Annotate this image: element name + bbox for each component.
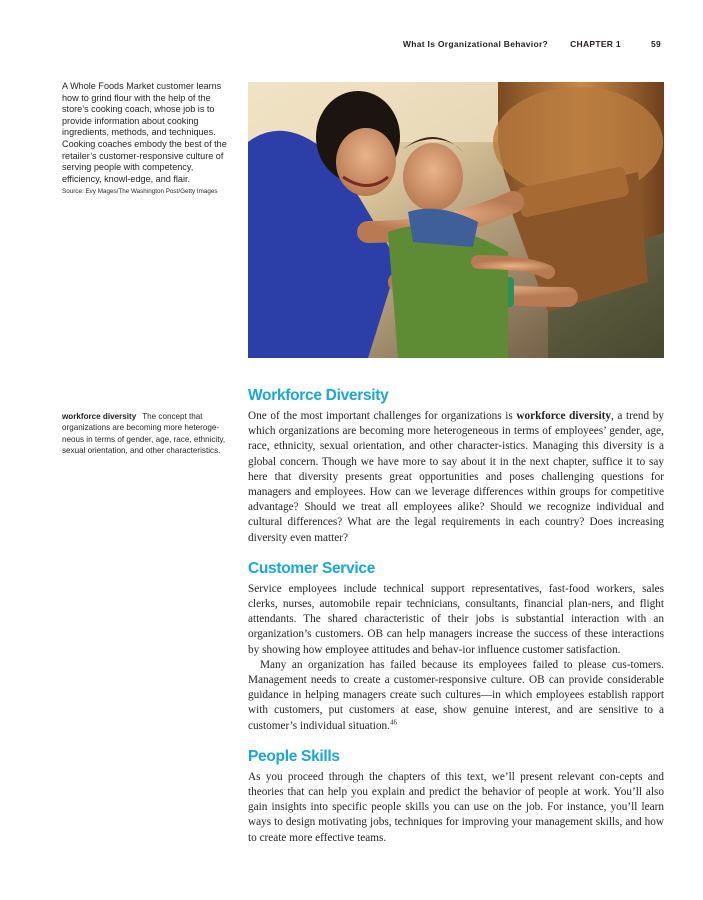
key-term: workforce diversity: [516, 410, 612, 422]
running-header: [403, 39, 661, 49]
heading-people-skills: People Skills: [248, 747, 340, 765]
page-number: 59: [650, 39, 661, 49]
paragraph-people-skills: As you proceed through the chapters of this text, we’ll present relevant con-cepts and theories that can help you explain and predict the behavior of people at work. You’ll also gain insights into specific people skills you can use on the job. For instance, you’ll learn ways to design motivating jobs, techniques for improving your management skills, and how to create more effective teams.: [248, 770, 664, 844]
section-customer-service: [248, 560, 664, 734]
paragraph-workforce-diversity: [248, 409, 664, 546]
caption-source: Source: Evy Mages/The Washington Post/Getty Images: [62, 188, 218, 196]
main-content: [248, 387, 664, 860]
section-workforce-diversity: [248, 387, 664, 546]
paragraph-customer-service-2: [248, 658, 664, 734]
photo-cooking-coach: [248, 82, 664, 358]
paragraph-customer-service-1: Service employees include technical support representatives, fast-food workers, sales clerks, nurses, automobile repair technicians, consultants, financial plan-ners, and flight attendants. The shared characteristic of their jobs is substantial interaction with an organization’s customers. OB can help managers increase the success of these interactions by showing how employee attitudes and behav-ior influence customer satisfaction.: [248, 582, 664, 656]
running-header-title: What Is Organizational Behavior?: [402, 39, 549, 49]
caption-text: A Whole Foods Market customer learns how to grind flour with the help of the store’s cooking coach, whose job is to provide information about cooking ingredients, methods, and techniques. Cooking coaches embody the best of the retailer’s customer-responsive culture of serving people with competency, efficiency, knowl-edge, and flair.: [62, 81, 227, 184]
footnote-marker: 46: [389, 717, 397, 726]
chapter-label: CHAPTER 1: [570, 39, 621, 49]
paragraph-text: Many an organization has failed because its employees failed to please cus-tomers. Management needs to create a customer-responsive culture. OB can provide considerable guidance in helping managers create such cultures—in which employees establish rapport with customers, put customers at ease, show genuine interest, and are sensitive to a customer’s individual situation.: [248, 658, 664, 732]
section-people-skills: [248, 748, 664, 846]
photo-illustration: [248, 82, 664, 358]
heading-customer-service: Customer Service: [248, 559, 376, 577]
margin-term: workforce diversity: [62, 412, 137, 421]
margin-definition-text: The concept that organizations are becoming more heteroge-neous in terms of gender, age, race, ethnicity, sexual orientation, and other characteristics.: [62, 412, 226, 456]
paragraph-text: One of the most important challenges for organizations is: [248, 410, 517, 422]
photo-caption: [62, 81, 230, 197]
margin-definition: [62, 411, 232, 457]
paragraph-text: , a trend by which organizations are becoming more heterogeneous in terms of employees’ gender, age, race, ethnicity, sexual orientation, and other character-istics. Managing this diversity is a global concern. Though we have more to say about it in the next chapter, suffice it to say here that diversity presents great opportunities and poses challenging questions for managers and employees. How can we leverage differences within groups for competitive advantage? Should we treat all employees alike? Should we recognize individual and cultural differences? What are the legal requirements in each country? Does increasing diversity even matter?: [248, 410, 664, 544]
heading-workforce-diversity: Workforce Diversity: [248, 387, 389, 404]
